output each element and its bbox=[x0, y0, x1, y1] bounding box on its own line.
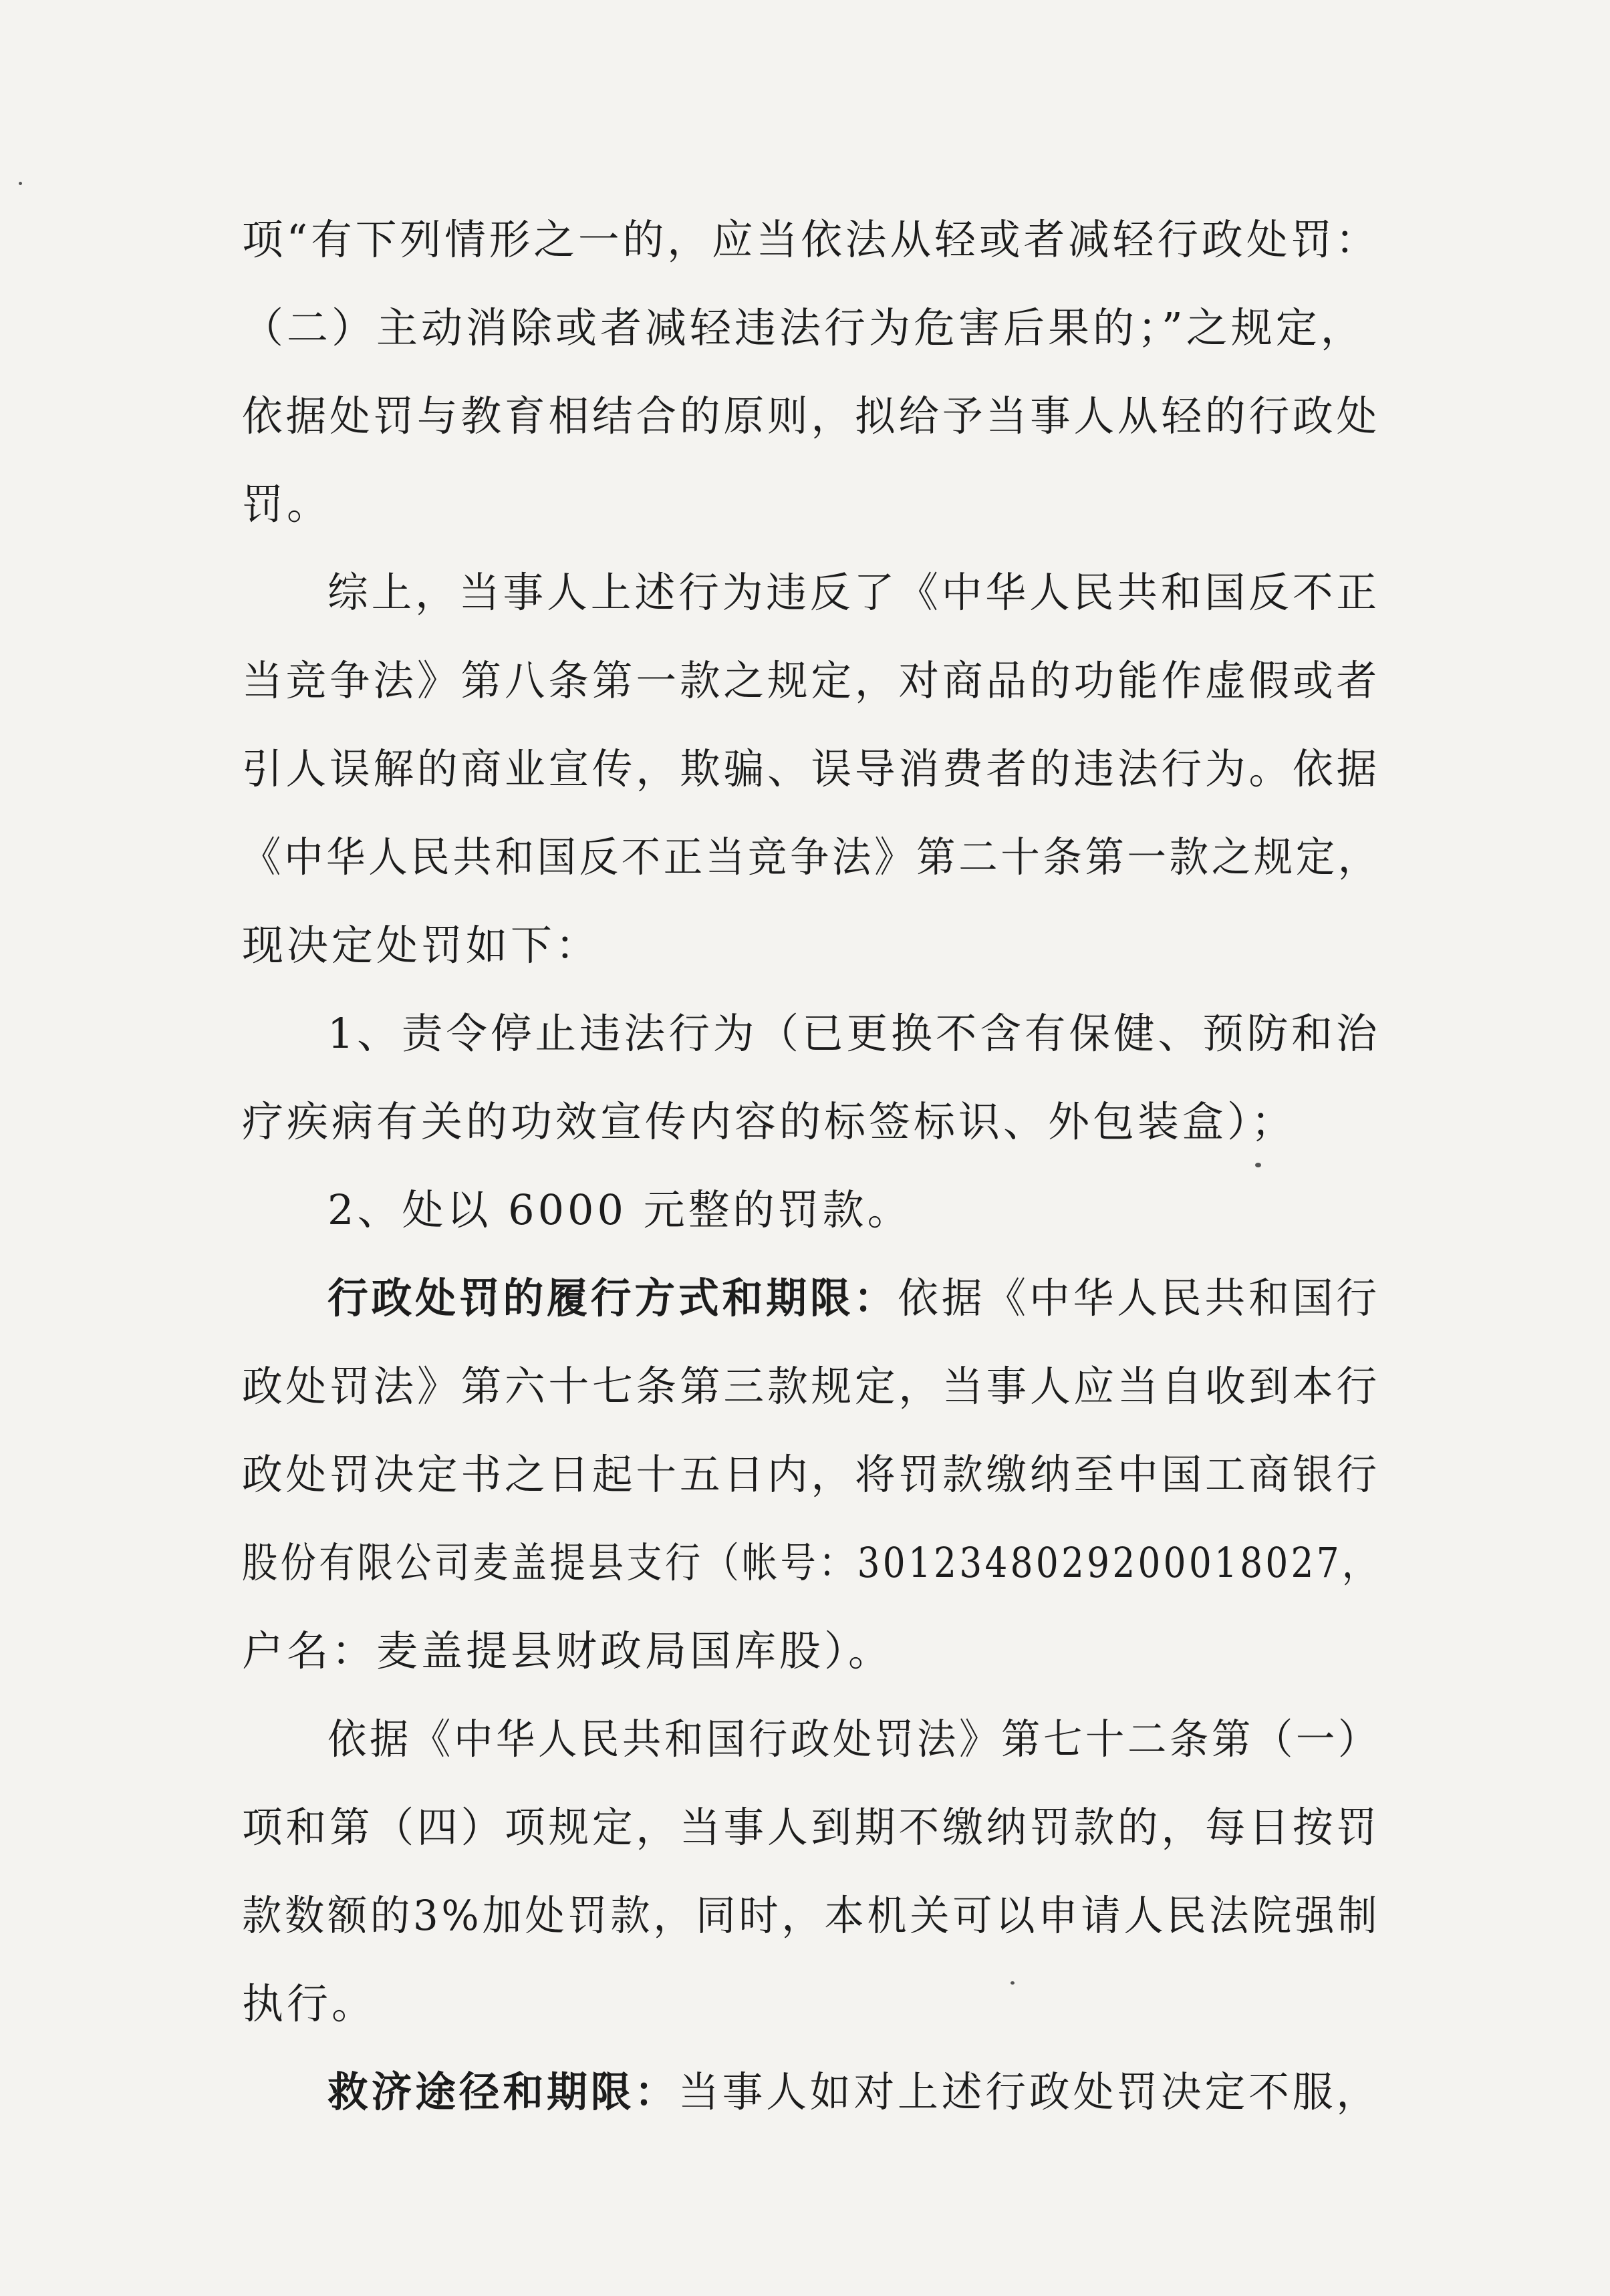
line-text: 依据《中华人民共和国行政处罚法》第七十二条第（一） bbox=[327, 1715, 1381, 1763]
text-line-7 bbox=[242, 744, 1380, 793]
line-text: （二）主动消除或者减轻违法行为危害后果的；”之规定， bbox=[242, 303, 1365, 352]
text-line-15 bbox=[242, 1450, 1380, 1499]
line-text: 户名：麦盖提县财政局国库股）。 bbox=[242, 1626, 894, 1675]
text-line-17 bbox=[242, 1626, 894, 1675]
text-line-5 bbox=[327, 568, 1381, 617]
line-text: 项“有下列情形之一的，应当依法从轻或者减轻行政处罚： bbox=[242, 215, 1380, 264]
line-text: 1、责令停止违法行为（已更换不含有保健、预防和治 bbox=[327, 1009, 1381, 1058]
line-text: 依据处罚与教育相结合的原则，拟给予当事人从轻的行政处 bbox=[242, 392, 1380, 440]
text-line-1 bbox=[242, 215, 1380, 264]
line-text: 执行。 bbox=[242, 1979, 377, 2028]
line-text: 当事人如对上述行政处罚决定不服， bbox=[678, 2067, 1381, 2116]
line-text: 疗疾病有关的功效宣传内容的标签标识、外包装盒）； bbox=[242, 1097, 1297, 1146]
line-text: 款数额的3%加处罚款，同时，本机关可以申请人民法院强制 bbox=[242, 1891, 1381, 1940]
line-text: 现决定处罚如下： bbox=[242, 921, 601, 970]
line-text: 综上，当事人上述行为违反了《中华人民共和国反不正 bbox=[327, 568, 1381, 617]
text-line-8 bbox=[242, 833, 1381, 881]
bold-heading-text: 救济途径和期限： bbox=[327, 2067, 679, 2116]
text-line-19 bbox=[242, 1803, 1380, 1852]
text-line-18 bbox=[327, 1715, 1381, 1763]
text-line-14 bbox=[242, 1362, 1380, 1411]
text-line-10 bbox=[327, 1009, 1381, 1058]
text-line-9 bbox=[242, 921, 601, 970]
text-line-3 bbox=[242, 392, 1380, 440]
line-text: 2、处以 6000 元整的罚款。 bbox=[327, 1185, 912, 1234]
line-text: 引人误解的商业宣传，欺骗、误导消费者的违法行为。依据 bbox=[242, 744, 1380, 793]
text-line-13 bbox=[327, 1274, 1381, 1322]
line-text: 当竞争法》第八条第一款之规定，对商品的功能作虚假或者 bbox=[242, 656, 1380, 705]
text-line-12 bbox=[327, 1185, 912, 1234]
line-text: 股份有限公司麦盖提县支行（帐号：3012348029200018027， bbox=[242, 1538, 1381, 1587]
text-line-11 bbox=[242, 1097, 1297, 1146]
line-text: 《中华人民共和国反不正当竞争法》第二十条第一款之规定， bbox=[242, 833, 1381, 881]
text-line-22 bbox=[327, 2067, 1381, 2116]
line-text: 依据《中华人民共和国行 bbox=[898, 1274, 1381, 1322]
line-text: 政处罚决定书之日起十五日内，将罚款缴纳至中国工商银行 bbox=[242, 1450, 1380, 1499]
scan-speck bbox=[1255, 1163, 1261, 1167]
text-line-20 bbox=[242, 1891, 1381, 1940]
text-line-16 bbox=[242, 1538, 1381, 1587]
text-line-21 bbox=[242, 1979, 377, 2028]
text-line-2 bbox=[242, 303, 1365, 352]
text-line-4 bbox=[242, 480, 332, 529]
text-line-6 bbox=[242, 656, 1380, 705]
line-text: 政处罚法》第六十七条第三款规定，当事人应当自收到本行 bbox=[242, 1362, 1380, 1411]
bold-heading-text: 行政处罚的履行方式和期限： bbox=[327, 1274, 898, 1322]
scan-speck bbox=[1011, 1981, 1015, 1985]
scan-speck bbox=[19, 182, 22, 185]
line-text: 罚。 bbox=[242, 480, 332, 529]
line-text: 项和第（四）项规定，当事人到期不缴纳罚款的，每日按罚 bbox=[242, 1803, 1380, 1852]
